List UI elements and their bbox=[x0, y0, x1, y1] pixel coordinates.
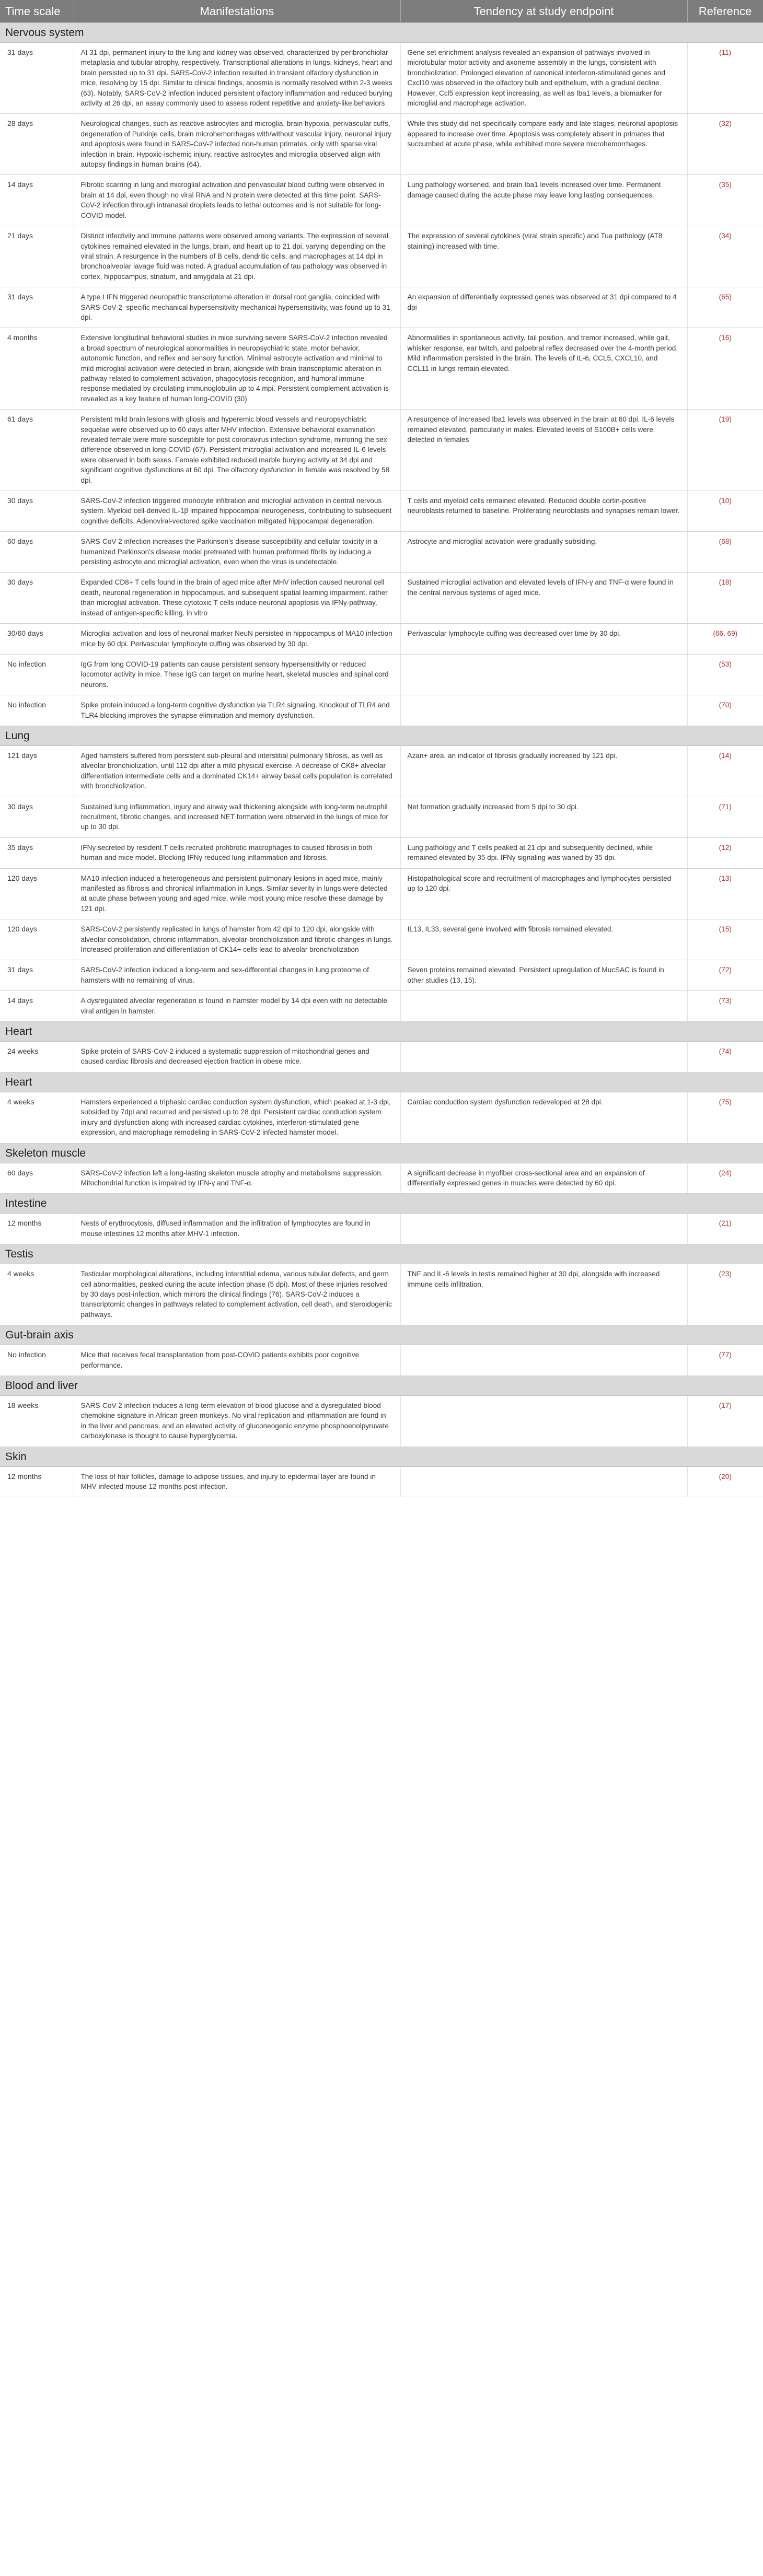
table-body bbox=[0, 23, 763, 1497]
section-row bbox=[0, 23, 763, 43]
time-scale-cell: 4 months bbox=[0, 328, 74, 410]
tendency-cell: Cardiac conduction system dysfunction redeveloped at 28 dpi. bbox=[400, 1092, 687, 1143]
header-manifestations: Manifestations bbox=[74, 0, 400, 23]
manifestation-cell: IgG from long COVID-19 patients can cause persistent sensory hypersensitivity or reduced locomotor activity in mice. These IgG can target on murine heart, skeletal muscles and spinal cord neurons. bbox=[74, 654, 400, 695]
tendency-cell: The expression of several cytokines (viral strain specific) and Tua pathology (AT8 staining) increased with time. bbox=[400, 226, 687, 287]
time-scale-cell: 60 days bbox=[0, 532, 74, 573]
section-title: Skeleton muscle bbox=[0, 1143, 763, 1163]
time-scale-cell: 30 days bbox=[0, 797, 74, 837]
table-row bbox=[0, 532, 763, 573]
reference-link[interactable]: (14) bbox=[687, 745, 763, 797]
tendency-cell: Net formation gradually increased from 5 dpi to 30 dpi. bbox=[400, 797, 687, 837]
reference-link[interactable]: (16) bbox=[687, 328, 763, 410]
manifestation-cell: Nests of erythrocytosis, diffused inflammation and the infiltration of lymphocytes are found in mouse intestines 12 months after MHV-1 infection. bbox=[74, 1214, 400, 1244]
section-title: Gut-brain axis bbox=[0, 1325, 763, 1345]
manifestation-cell: Testicular morphological alterations, including interstitial edema, various tubular defects, and germ cell abnormalities, peaked during the acute infection phase (5 dpi). Most of these injuries resolved by 30 days post-infection, which mirrors the clinical findings (76). SARS-CoV-2 induces a transcriptomic changes in pathways related to complement activation, cell death, and steroidogenic pathways. bbox=[74, 1264, 400, 1325]
table-row bbox=[0, 624, 763, 655]
tendency-cell bbox=[400, 695, 687, 726]
manifestation-cell: Neurological changes, such as reactive astrocytes and microglia, brain hypoxia, perivascular cuffs, degeneration of Purkinje cells, brain microhemorrhages with/without vascular injury, neuronal injury and apoptosis were found in SARS-CoV-2 infected non-human primates, only with sparse viral infection in brain. Hypoxic-ischemic injury, reactive astrocytes and microglia observed align with autopsy findings in human brains (64). bbox=[74, 114, 400, 175]
time-scale-cell: 30 days bbox=[0, 573, 74, 624]
time-scale-cell: 120 days bbox=[0, 919, 74, 960]
reference-link[interactable]: (21) bbox=[687, 1214, 763, 1244]
tendency-cell: Astrocyte and microglial activation were gradually subsiding. bbox=[400, 532, 687, 573]
reference-link[interactable]: (20) bbox=[687, 1466, 763, 1497]
time-scale-cell: 21 days bbox=[0, 226, 74, 287]
table-row bbox=[0, 491, 763, 532]
table-row bbox=[0, 1163, 763, 1194]
reference-link[interactable]: (23) bbox=[687, 1264, 763, 1325]
reference-link[interactable]: (17) bbox=[687, 1395, 763, 1447]
reference-link[interactable]: (53) bbox=[687, 654, 763, 695]
tendency-cell bbox=[400, 1042, 687, 1073]
section-row bbox=[0, 1447, 763, 1466]
tendency-cell: While this study did not specifically compare early and late stages, neuronal apoptosis appeared to increase over time. Apoptosis was completely absent in primates that succumbed at acute phase, while exhibited more severe microhemorrhages. bbox=[400, 114, 687, 175]
time-scale-cell: 14 days bbox=[0, 991, 74, 1022]
manifestation-cell: SARS-CoV-2 infection induced a long-term and sex-differential changes in lung proteome of hamsters with no remaining of virus. bbox=[74, 960, 400, 991]
table-row bbox=[0, 695, 763, 726]
section-title: Nervous system bbox=[0, 23, 763, 43]
section-row bbox=[0, 1143, 763, 1163]
reference-link[interactable]: (12) bbox=[687, 837, 763, 868]
time-scale-cell: 24 weeks bbox=[0, 1042, 74, 1073]
time-scale-cell: No infection bbox=[0, 654, 74, 695]
header-reference: Reference bbox=[687, 0, 763, 23]
table-row bbox=[0, 868, 763, 919]
manifestation-cell: Fibrotic scarring in lung and microglial activation and perivascular blood cuffing were observed in brain at 14 dpi, even though no viral RNA and N protein were detected at this time point. SARS-CoV-2 infection through intranasal droplets leads to lethal outcomes and is not suitable for long-COVID model. bbox=[74, 175, 400, 226]
tendency-cell bbox=[400, 1466, 687, 1497]
tendency-cell bbox=[400, 654, 687, 695]
manifestation-cell: IFNγ secreted by resident T cells recruited profibrotic macrophages to caused fibrosis in both human and mice model. Blocking IFNγ reduced lung inflammation and fibrosis. bbox=[74, 837, 400, 868]
section-title: Skin bbox=[0, 1447, 763, 1466]
manifestation-cell: MA10 infection induced a heterogeneous and persistent pulmonary lesions in aged mice, mainly manifested as fibrosis and chronical inflammation in lungs. Similar severity in lungs were detected at acute phase between young and aged mice, while most young mice resolve these damage by 121 dpi. bbox=[74, 868, 400, 919]
section-title: Heart bbox=[0, 1072, 763, 1092]
section-row bbox=[0, 1244, 763, 1264]
manifestation-cell: SARS-CoV-2 persistently replicated in lungs of hamster from 42 dpi to 120 dpi, alongside with alveolar consolidation, chronic inflammation, alveolar-bronchiolization and fibrotic changes in lungs. Increased proliferation and differentiation of CK14+ cells lead to alveolar bronchiolization bbox=[74, 919, 400, 960]
time-scale-cell: 4 weeks bbox=[0, 1092, 74, 1143]
reference-link[interactable]: (18) bbox=[687, 573, 763, 624]
reference-link[interactable]: (71) bbox=[687, 797, 763, 837]
time-scale-cell: 31 days bbox=[0, 960, 74, 991]
tendency-cell: Azan+ area, an indicator of fibrosis gradually increased by 121 dpi. bbox=[400, 745, 687, 797]
reference-link[interactable]: (74) bbox=[687, 1042, 763, 1073]
time-scale-cell: 12 months bbox=[0, 1214, 74, 1244]
tendency-cell: Gene set enrichment analysis revealed an expansion of pathways involved in microtubular motor activity and axoneme assembly in the lungs, consistent with bronchiolization. Prolonged elevation of canonical interferon-stimulated genes and Cxcl10 was observed in the olfactory bulb and epithelium, with a gradual decline. However, Ccl5 expression kept increasing, as well as Iba1 levels, a biomarker for microglial and macrophage activation. bbox=[400, 43, 687, 114]
manifestation-cell: SARS-CoV-2 infection triggered monocyte infiltration and microglial activation in central nervous system. Myeloid cell-derived IL-1β impaired hippocampal neurogenesis, contributing to subsequent cognitive deficits. Adenoviral-vectored spike vaccination mitigated hippocampal degeneration. bbox=[74, 491, 400, 532]
reference-link[interactable]: (73) bbox=[687, 991, 763, 1022]
time-scale-cell: 121 days bbox=[0, 745, 74, 797]
tendency-cell: Seven proteins remained elevated. Persistent upregulation of MucSAC is found in other studies (13, 15). bbox=[400, 960, 687, 991]
tendency-cell: Abnormalities in spontaneous activity, tail position, and tremor increased, while gait, whisker response, ear twitch, and palpebral reflex decreased over the 4-month period. Mild inflammation persisted in the brain. The levels of IL-6, CCL5, CXCL10, and CCL11 in lungs remain elevated. bbox=[400, 328, 687, 410]
manifestation-cell: SARS-CoV-2 infection increases the Parkinson's disease susceptibility and cellular toxicity in a humanized Parkinson's disease model pretreated with human preformed fibrils by inducing a persisting astrocyte and microglial activation, even when the virus is undetectable. bbox=[74, 532, 400, 573]
manifestation-cell: A dysregulated alveolar regeneration is found in hamster model by 14 dpi even with no detectable viral antigen in hamster. bbox=[74, 991, 400, 1022]
reference-link[interactable]: (34) bbox=[687, 226, 763, 287]
manifestation-cell: Extensive longitudinal behavioral studies in mice surviving severe SARS-CoV-2 infection revealed a broad spectrum of neurological abnormalities in neuropsychiatric state, motor behavior, autonomic function, and reflex and sensory function. Minimal astrocyte activation and minimal to mild microglial activation were detected in brain, alongside with brain transcriptomic alteration in pathway related to complement activation, phagocytosis recognition, and humoral immune response mediated by circulating immunoglobulin up to 4 mpi. Persistent complement activation is revealed as a key feature of human long-COVID (30). bbox=[74, 328, 400, 410]
section-title: Heart bbox=[0, 1022, 763, 1042]
time-scale-cell: 35 days bbox=[0, 837, 74, 868]
reference-link[interactable]: (32) bbox=[687, 114, 763, 175]
table-row bbox=[0, 919, 763, 960]
time-scale-cell: No infection bbox=[0, 695, 74, 726]
reference-link[interactable]: (10) bbox=[687, 491, 763, 532]
tendency-cell bbox=[400, 1214, 687, 1244]
manifestation-cell: SARS-CoV-2 infection induces a long-term elevation of blood glucose and a dysregulated blood chemokine signature in African green monkeys. No viral replication and inflammation are found in in the liver and pancreas, and an elevated activity of gluconeogenic enzyme phosphoenolpyruvate carboxykinase is thought to cause hyperglycemia. bbox=[74, 1395, 400, 1447]
time-scale-cell: 30/60 days bbox=[0, 624, 74, 655]
tendency-cell: Lung pathology worsened, and brain Iba1 levels increased over time. Permanent damage caused during the acute phase may leave long lasting consequences. bbox=[400, 175, 687, 226]
reference-link[interactable]: (72) bbox=[687, 960, 763, 991]
tendency-cell bbox=[400, 1395, 687, 1447]
manifestation-cell: Sustained lung inflammation, injury and airway wall thickening alongside with long-term neutrophil recruitment, fibrotic changes, and increased NET formation were observed in the lungs of mice for up to 30 dpi. bbox=[74, 797, 400, 837]
reference-link[interactable]: (77) bbox=[687, 1345, 763, 1376]
section-row bbox=[0, 1376, 763, 1395]
table-row bbox=[0, 654, 763, 695]
table-row bbox=[0, 175, 763, 226]
table-row bbox=[0, 43, 763, 114]
manifestation-cell: Expanded CD8+ T cells found in the brain of aged mice after MHV infection caused neuronal cell death, neuronal regeneration in hippocampus, and subsequent spatial learning impairment, rather than microglial activation. These cytotoxic T cells induce neuronal apoptosis via IFNγ-pathway, instead of antigen-specific killing. in vitro bbox=[74, 573, 400, 624]
section-row bbox=[0, 1072, 763, 1092]
reference-link[interactable]: (13) bbox=[687, 868, 763, 919]
section-title: Intestine bbox=[0, 1194, 763, 1214]
table-row bbox=[0, 226, 763, 287]
tendency-cell: An expansion of differentially expressed genes was observed at 31 dpi compared to 4 dpi bbox=[400, 287, 687, 328]
section-row bbox=[0, 1325, 763, 1345]
tendency-cell: Perivascular lymphocyte cuffing was decreased over time by 30 dpi. bbox=[400, 624, 687, 655]
section-row bbox=[0, 1022, 763, 1042]
table-row bbox=[0, 1466, 763, 1497]
table-row bbox=[0, 797, 763, 837]
reference-link[interactable]: (66, 69) bbox=[687, 624, 763, 655]
tendency-cell bbox=[400, 1345, 687, 1376]
reference-link[interactable]: (75) bbox=[687, 1092, 763, 1143]
manifestation-cell: Spike protein induced a long-term cognitive dysfunction via TLR4 signaling. Knockout of TLR4 and TLR4 blocking improves the synapse elimination and memory dysfunction. bbox=[74, 695, 400, 726]
table-row bbox=[0, 287, 763, 328]
reference-link[interactable]: (65) bbox=[687, 287, 763, 328]
tendency-cell: A resurgence of increased Iba1 levels was observed in the brain at 60 dpi. IL-6 levels remained elevated, particularly in males. Elevated levels of S100B+ cells were detected in females bbox=[400, 410, 687, 491]
tendency-cell: Lung pathology and T cells peaked at 21 dpi and subsequently declined, while remained elevated by 35 dpi. IFNγ signaling was waned by 35 dpi. bbox=[400, 837, 687, 868]
manifestation-cell: Persistent mild brain lesions with gliosis and hyperemic blood vessels and neuropsychiatric sequelae were observed up to 60 days after MHV infection. Extensive behavioral examination revealed female were more susceptible for post coronavirus infection syndrome, mirroring the sex difference observed in long-COVID (67). Persistent microglial activation and increased IL-6 levels were observed in both sexes. Female exhibited reduced marble burying activity at 34 dpi and significant cognitive dysfunctions at 60 dpi. The olfactory dysfunction in female was resolved by 58 dpi. bbox=[74, 410, 400, 491]
time-scale-cell: 18 weeks bbox=[0, 1395, 74, 1447]
table-row bbox=[0, 1345, 763, 1376]
tendency-cell: T cells and myeloid cells remained elevated. Reduced double cortin-positive neuroblasts returned to baseline. Proliferating neuroblasts and synapses remain lower. bbox=[400, 491, 687, 532]
tendency-cell: Histopathological score and recruitment of macrophages and lymphocytes persisted up to 120 dpi. bbox=[400, 868, 687, 919]
manifestation-cell: Aged hamsters suffered from persistent sub-pleural and interstitial pulmonary fibrosis, as well as alveolar bronchiolization, until 112 dpi after a mild physical exercise. A decrease of CK8+ alveolar differentiation intermediate cells and a dominated CK14+ airway basal cells population is correlated with bronchiolization. bbox=[74, 745, 400, 797]
tendency-cell: TNF and IL-6 levels in testis remained higher at 30 dpi, alongside with increased immune cells infiltration. bbox=[400, 1264, 687, 1325]
manifestation-cell: Microglial activation and loss of neuronal marker NeuN persisted in hippocampus of MA10 infection mice by 60 dpi. Perivascular lymphocyte cuffing was observed by 30 dpi. bbox=[74, 624, 400, 655]
table-row bbox=[0, 573, 763, 624]
time-scale-cell: 14 days bbox=[0, 175, 74, 226]
table-row bbox=[0, 1214, 763, 1244]
manifestation-cell: SARS-CoV-2 infection left a long-lasting skeleton muscle atrophy and metabolisms suppression. Mitochondrial function is impaired by IFN-γ and TNF-α. bbox=[74, 1163, 400, 1194]
time-scale-cell: 31 days bbox=[0, 287, 74, 328]
manifestation-cell: Spike protein of SARS-CoV-2 induced a systematic suppression of mitochondrial genes and caused cardiac fibrosis and decreased ejection fraction in obese mice. bbox=[74, 1042, 400, 1073]
table-row bbox=[0, 745, 763, 797]
manifestation-cell: Mice that receives fecal transplantation from post-COVID patients exhibits poor cognitive performance. bbox=[74, 1345, 400, 1376]
table-row bbox=[0, 328, 763, 410]
time-scale-cell: 60 days bbox=[0, 1163, 74, 1194]
tendency-cell bbox=[400, 991, 687, 1022]
section-title: Lung bbox=[0, 726, 763, 745]
tendency-cell: Sustained microglial activation and elevated levels of IFN-γ and TNF-α were found in the central nervous systems of aged mice. bbox=[400, 573, 687, 624]
tendency-cell: A significant decrease in myofiber cross-sectional area and an expansion of differentially expressed genes in muscles were detected by 60 dpi. bbox=[400, 1163, 687, 1194]
reference-link[interactable]: (68) bbox=[687, 532, 763, 573]
manifestation-cell: Hamsters experienced a triphasic cardiac conduction system dysfunction, which peaked at 1-3 dpi, subsided by 7dpi and recurred and persisted up to 28 dpi. Persistent cardiac conduction system injury and dysfunction along with increased cardiac cytokines, interferon-stimulated gene expression, and macrophage remodeling in SARS-CoV-2 infected hamster model. bbox=[74, 1092, 400, 1143]
reference-link[interactable]: (19) bbox=[687, 410, 763, 491]
table-row bbox=[0, 1042, 763, 1073]
time-scale-cell: 120 days bbox=[0, 868, 74, 919]
table-row bbox=[0, 1395, 763, 1447]
time-scale-cell: 30 days bbox=[0, 491, 74, 532]
reference-link[interactable]: (11) bbox=[687, 43, 763, 114]
manifestation-cell: A type I IFN triggered neuropathic transcriptome alteration in dorsal root ganglia, coincided with SARS-CoV-2–specific mechanical hypersensitivity mechanical hypersensitivity, was found up to 31 dpi. bbox=[74, 287, 400, 328]
reference-link[interactable]: (70) bbox=[687, 695, 763, 726]
header-time-scale: Time scale bbox=[0, 0, 74, 23]
section-row bbox=[0, 1194, 763, 1214]
table-row bbox=[0, 114, 763, 175]
header-row bbox=[0, 0, 763, 23]
time-scale-cell: 4 weeks bbox=[0, 1264, 74, 1325]
section-title: Testis bbox=[0, 1244, 763, 1264]
time-scale-cell: 61 days bbox=[0, 410, 74, 491]
reference-link[interactable]: (24) bbox=[687, 1163, 763, 1194]
table-row bbox=[0, 837, 763, 868]
table-row bbox=[0, 410, 763, 491]
table-row bbox=[0, 1264, 763, 1325]
time-scale-cell: 28 days bbox=[0, 114, 74, 175]
table-row bbox=[0, 991, 763, 1022]
header-tendency: Tendency at study endpoint bbox=[400, 0, 687, 23]
time-scale-cell: 12 months bbox=[0, 1466, 74, 1497]
time-scale-cell: No infection bbox=[0, 1345, 74, 1376]
section-title: Blood and liver bbox=[0, 1376, 763, 1395]
table-row bbox=[0, 960, 763, 991]
manifestation-cell: The loss of hair follicles, damage to adipose tissues, and injury to epidermal layer are found in MHV infected mouse 12 months post infection. bbox=[74, 1466, 400, 1497]
tendency-cell: IL13, IL33, several gene involved with fibrosis remained elevated. bbox=[400, 919, 687, 960]
time-scale-cell: 31 days bbox=[0, 43, 74, 114]
reference-link[interactable]: (35) bbox=[687, 175, 763, 226]
reference-link[interactable]: (15) bbox=[687, 919, 763, 960]
manifestation-cell: Distinct infectivity and immune patterns were observed among variants. The expression of several cytokines remained elevated in the lungs, brain, and heart up to 21 dpi, varying depending on the viral strain. A resurgence in the numbers of B cells, dendritic cells, and macrophages at 14 dpi in bronchoalveolar lavage fluid was noted. A gradual accumulation of tau pathology was observed in cortex, hippocampus, striatum, and amygdala at 21 dpi. bbox=[74, 226, 400, 287]
section-row bbox=[0, 726, 763, 745]
table-header bbox=[0, 0, 763, 23]
manifestation-cell: At 31 dpi, permanent injury to the lung and kidney was observed, characterized by peribronchiolar metaplasia and tubular atrophy, respectively. Transcriptional alterations in lungs, kidneys, heart and brain persisted up to 31 dpi. SARS-CoV-2 infection resulted in transient olfactory dysfunction in mice, resolving by 15 dpi. Similar to clinical findings, anosmia is normally resolved within 2-3 weeks (63). Notably, SARS-CoV-2 infection induced persistent olfactory inflammation and reduced burying activity at 26 dpi, an assay commonly used to assess rodent repetitive and anxiety-like behaviors bbox=[74, 43, 400, 114]
table-row bbox=[0, 1092, 763, 1143]
